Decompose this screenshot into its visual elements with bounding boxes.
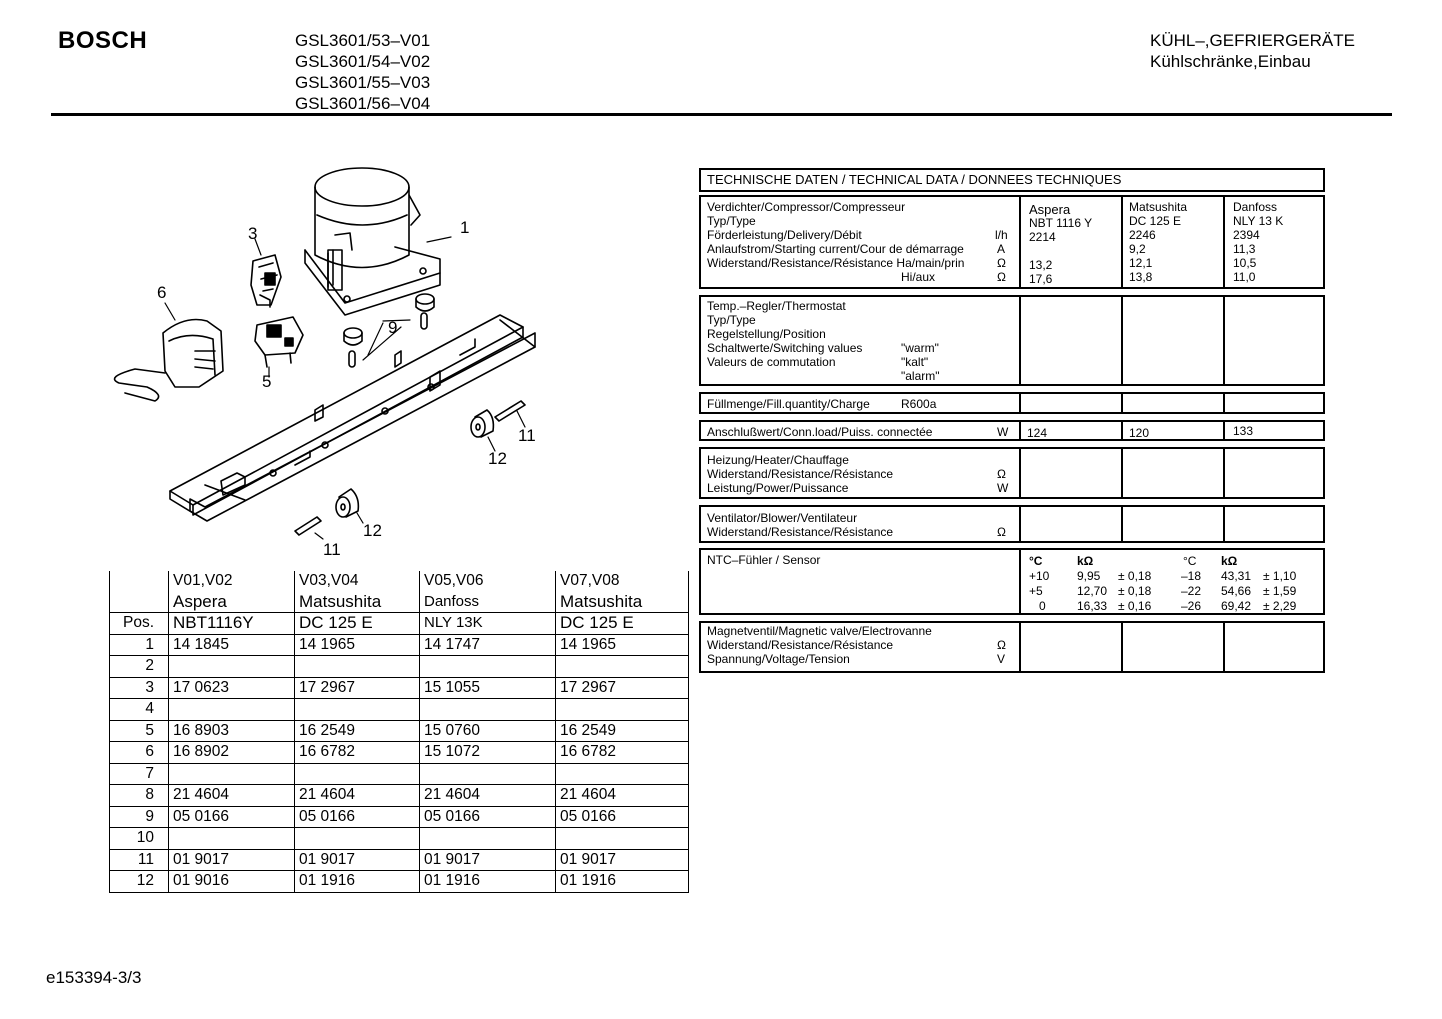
ntc-cell: +10 [1029,569,1050,583]
fan-label: Ventilator/Blower/Ventilateur [707,511,858,525]
part-number-cell: 16 6782 [295,742,420,764]
callout-3: 3 [248,224,258,243]
model-line: GSL3601/55–V03 [295,73,431,92]
voltage-label: Spannung/Voltage/Tension [707,652,850,666]
unit-label: Ω [997,256,1006,270]
heater-label: Heizung/Heater/Chauffage [707,453,849,467]
header-divider [51,113,1392,116]
pos-cell: 1 [110,634,169,656]
ntc-cell: 43,31 [1221,569,1252,583]
ntc-cell: 16,33 [1077,599,1108,613]
value-cell: 2246 [1129,228,1156,242]
part-number-cell [295,699,420,721]
ntc-header: kΩ [1077,554,1094,568]
maker-cell: Aspera [169,592,295,613]
part-number-cell: 17 0623 [169,677,295,699]
unit-label: Ω [997,270,1006,284]
value-cell: DC 125 E [1129,214,1182,228]
ntc-label: NTC–Fühler / Sensor [707,553,821,567]
ntc-cell: 12,70 [1077,584,1108,598]
pos-cell: 6 [110,742,169,764]
model-cell: DC 125 E [556,613,689,635]
category-line: KÜHL–,GEFRIERGERÄTE [1150,31,1355,50]
refrigerant-value: R600a [901,397,937,411]
part-number-cell [420,656,556,678]
ntc-header: °C [1029,554,1043,568]
ntc-cell: 0 [1039,599,1046,613]
tech-title-box [699,168,1325,192]
part-number-cell [420,763,556,785]
unit-label: W [997,425,1009,439]
table-row [110,785,689,807]
resistance-label: Widerstand/Resistance/Résistance [707,638,894,652]
ntc-header: kΩ [1221,554,1238,568]
pos-cell: 3 [110,677,169,699]
part-number-cell [556,699,689,721]
resistance-label: Widerstand/Resistance/Résistance [707,525,894,539]
value-cell: 11,0 [1233,270,1256,284]
callout-12: 12 [488,449,507,468]
pos-cell: 9 [110,806,169,828]
version-cell: V05,V06 [420,571,556,592]
ntc-cell: 54,66 [1221,584,1252,598]
table-row [110,828,689,850]
ntc-cell: 9,95 [1077,569,1101,583]
connected-load-label: Anschlußwert/Conn.load/Puiss. connectée [707,425,933,439]
table-row [110,806,689,828]
heater-box [699,447,1325,499]
part-number-cell: 16 2549 [295,720,420,742]
category-line: Kühlschränke,Einbau [1150,52,1311,71]
value-cell: 11,3 [1233,242,1256,256]
compressor-label: Verdichter/Compressor/Compresseur [707,200,906,214]
part-number-cell: 14 1965 [556,634,689,656]
fan-box [699,505,1325,543]
ntc-cell: ± 0,18 [1118,584,1152,598]
valve-label: Magnetventil/Magnetic valve/Electrovanne [707,624,932,638]
model-line: GSL3601/54–V02 [295,52,431,71]
resistance-label: Widerstand/Resistance/Résistance [707,467,894,481]
ntc-cell: –18 [1181,569,1202,583]
part-number-cell [169,656,295,678]
part-number-cell [169,828,295,850]
value-cell: 124 [1027,426,1048,440]
part-number-cell: 01 9017 [295,849,420,871]
model-cell: NBT1116Y [169,613,295,635]
pos-cell: 4 [110,699,169,721]
thermostat-label: Temp.–Regler/Thermostat [707,299,846,313]
pos-cell: 2 [110,656,169,678]
part-number-cell: 16 2549 [556,720,689,742]
part-number-cell: 15 1072 [420,742,556,764]
cover-drawing [115,320,223,402]
document-code: e153394-3/3 [46,968,142,987]
commutation-label: Valeurs de commutation [707,355,836,369]
value-cell: 17,6 [1029,272,1053,286]
position-label: Regelstellung/Position [707,327,826,341]
model-line: GSL3601/53–V01 [295,31,431,50]
part-number-cell [420,828,556,850]
ntc-cell: –26 [1181,599,1202,613]
part-number-cell: 01 1916 [420,871,556,893]
unit-label: A [997,242,1006,256]
model-row [110,613,689,635]
table-row [110,720,689,742]
part-number-cell [169,699,295,721]
value-cell: NLY 13 K [1233,214,1284,228]
unit-label: V [997,652,1006,666]
part-number-cell [556,828,689,850]
ntc-header: °C [1183,554,1197,568]
part-number-cell: 05 0166 [169,806,295,828]
mode-alarm: "alarm" [901,369,940,383]
value-cell: 133 [1233,424,1254,438]
part-number-cell: 01 1916 [556,871,689,893]
maker-cell: Matsushita [295,592,420,613]
table-row [110,677,689,699]
value-cell: 13,8 [1129,270,1153,284]
delivery-label: Förderleistung/Delivery/Débit [707,228,862,242]
part-number-cell [295,656,420,678]
value-cell: 13,2 [1029,258,1053,272]
pos-cell: 12 [110,871,169,893]
table-row [110,763,689,785]
mode-warm: "warm" [901,341,939,355]
part-number-cell [295,828,420,850]
callout-9: 9 [388,318,398,337]
type-label: Typ/Type [707,313,756,327]
ntc-cell: +5 [1029,584,1043,598]
part-number-cell: 21 4604 [295,785,420,807]
table-row [110,871,689,893]
part-number-cell [420,699,556,721]
part-number-cell: 14 1845 [169,634,295,656]
pos-cell: 11 [110,849,169,871]
type-label: Typ/Type [707,214,756,228]
ntc-cell: ± 2,29 [1263,599,1297,613]
maker-row [110,592,689,613]
value-cell: 10,5 [1233,256,1257,270]
pos-cell: 5 [110,720,169,742]
part-number-cell: 16 8902 [169,742,295,764]
connected-load-box [699,420,1325,441]
pos-cell: 8 [110,785,169,807]
table-row [110,742,689,764]
version-cell: V07,V08 [556,571,689,592]
ntc-cell: 69,42 [1221,599,1252,613]
starter-drawing [255,317,303,367]
ntc-cell: ± 0,18 [1118,569,1152,583]
unit-label: W [997,481,1009,495]
value-cell: 120 [1129,426,1150,440]
part-number-cell: 17 2967 [556,677,689,699]
ntc-cell: ± 1,59 [1263,584,1297,598]
part-number-cell: 05 0166 [420,806,556,828]
tech-title: TECHNISCHE DATEN / TECHNICAL DATA / DONNEES TECHNIQUES [707,172,1122,187]
maker-cell: Matsushita [556,592,689,613]
unit-label: Ω [997,467,1006,481]
callout-12: 12 [363,521,382,540]
part-number-cell: 16 6782 [556,742,689,764]
value-cell: 2214 [1029,230,1056,244]
value-cell: 12,1 [1129,256,1153,270]
relay-drawing [251,255,281,307]
pos-cell: 10 [110,828,169,850]
unit-label: Ω [997,525,1006,539]
callout-1: 1 [460,218,470,237]
fill-quantity-label: Füllmenge/Fill.quantity/Charge [707,397,870,411]
power-label: Leistung/Power/Puissance [707,481,849,495]
ntc-cell: –22 [1181,584,1202,598]
table-row [110,699,689,721]
ntc-cell: ± 0,16 [1118,599,1152,613]
part-number-cell: 01 9017 [169,849,295,871]
part-number-cell: 14 1747 [420,634,556,656]
table-row [110,634,689,656]
compressor-drawing [305,168,440,315]
part-number-cell [556,763,689,785]
part-number-cell: 05 0166 [295,806,420,828]
fill-quantity-box [699,392,1325,414]
starting-current-label: Anlaufstrom/Starting current/Cour de démarrage [707,242,964,256]
exploded-parts-diagram [95,155,685,565]
table-row [110,849,689,871]
part-number-cell: 14 1965 [295,634,420,656]
maker-cell: Danfoss [420,592,556,613]
unit-label: Ω [997,638,1006,652]
pos-cell: 7 [110,763,169,785]
value-cell: 2394 [1233,228,1260,242]
magnetic-valve-box [699,621,1325,673]
part-number-cell [556,656,689,678]
value-cell: NBT 1116 Y [1029,216,1093,230]
compressor-box [699,195,1325,289]
part-number-cell: 01 9017 [556,849,689,871]
part-number-cell: 01 1916 [295,871,420,893]
callout-6: 6 [157,283,167,302]
resistance-main-label: Widerstand/Resistance/Résistance Ha/main/prin [707,256,965,270]
version-row [110,571,689,592]
thermostat-box [699,295,1325,386]
part-number-cell: 01 9016 [169,871,295,893]
model-cell: NLY 13K [420,613,556,635]
unit-label: l/h [995,228,1008,242]
part-number-cell: 17 2967 [295,677,420,699]
switching-values-label: Schaltwerte/Switching values [707,341,863,355]
part-number-cell: 01 9017 [420,849,556,871]
part-number-cell: 21 4604 [556,785,689,807]
model-list [295,30,430,114]
version-cell: V01,V02 [169,571,295,592]
brand-logo: BOSCH [58,27,148,54]
value-cell: 9,2 [1129,242,1146,256]
model-line: GSL3601/56–V04 [295,94,431,113]
part-number-cell [295,763,420,785]
resistance-aux-label: Hi/aux [901,270,936,284]
part-number-cell: 21 4604 [169,785,295,807]
value-cell: Matsushita [1129,200,1188,214]
part-number-cell: 15 0760 [420,720,556,742]
callout-11: 11 [518,426,536,445]
part-number-cell: 16 8903 [169,720,295,742]
part-number-cell: 21 4604 [420,785,556,807]
table-row [110,656,689,678]
ntc-sensor-box [699,548,1325,615]
part-number-cell: 05 0166 [556,806,689,828]
callout-11: 11 [323,540,341,559]
value-cell: Aspera [1029,202,1071,217]
mode-kalt: "kalt" [901,355,929,369]
model-cell: DC 125 E [295,613,420,635]
part-number-cell [169,763,295,785]
ntc-cell: ± 1,10 [1263,569,1297,583]
parts-table [109,571,689,893]
category-title [1150,30,1355,72]
version-cell: V03,V04 [295,571,420,592]
callout-5: 5 [262,372,272,391]
pos-header: Pos. [110,613,169,635]
part-number-cell: 15 1055 [420,677,556,699]
value-cell: Danfoss [1233,200,1278,214]
